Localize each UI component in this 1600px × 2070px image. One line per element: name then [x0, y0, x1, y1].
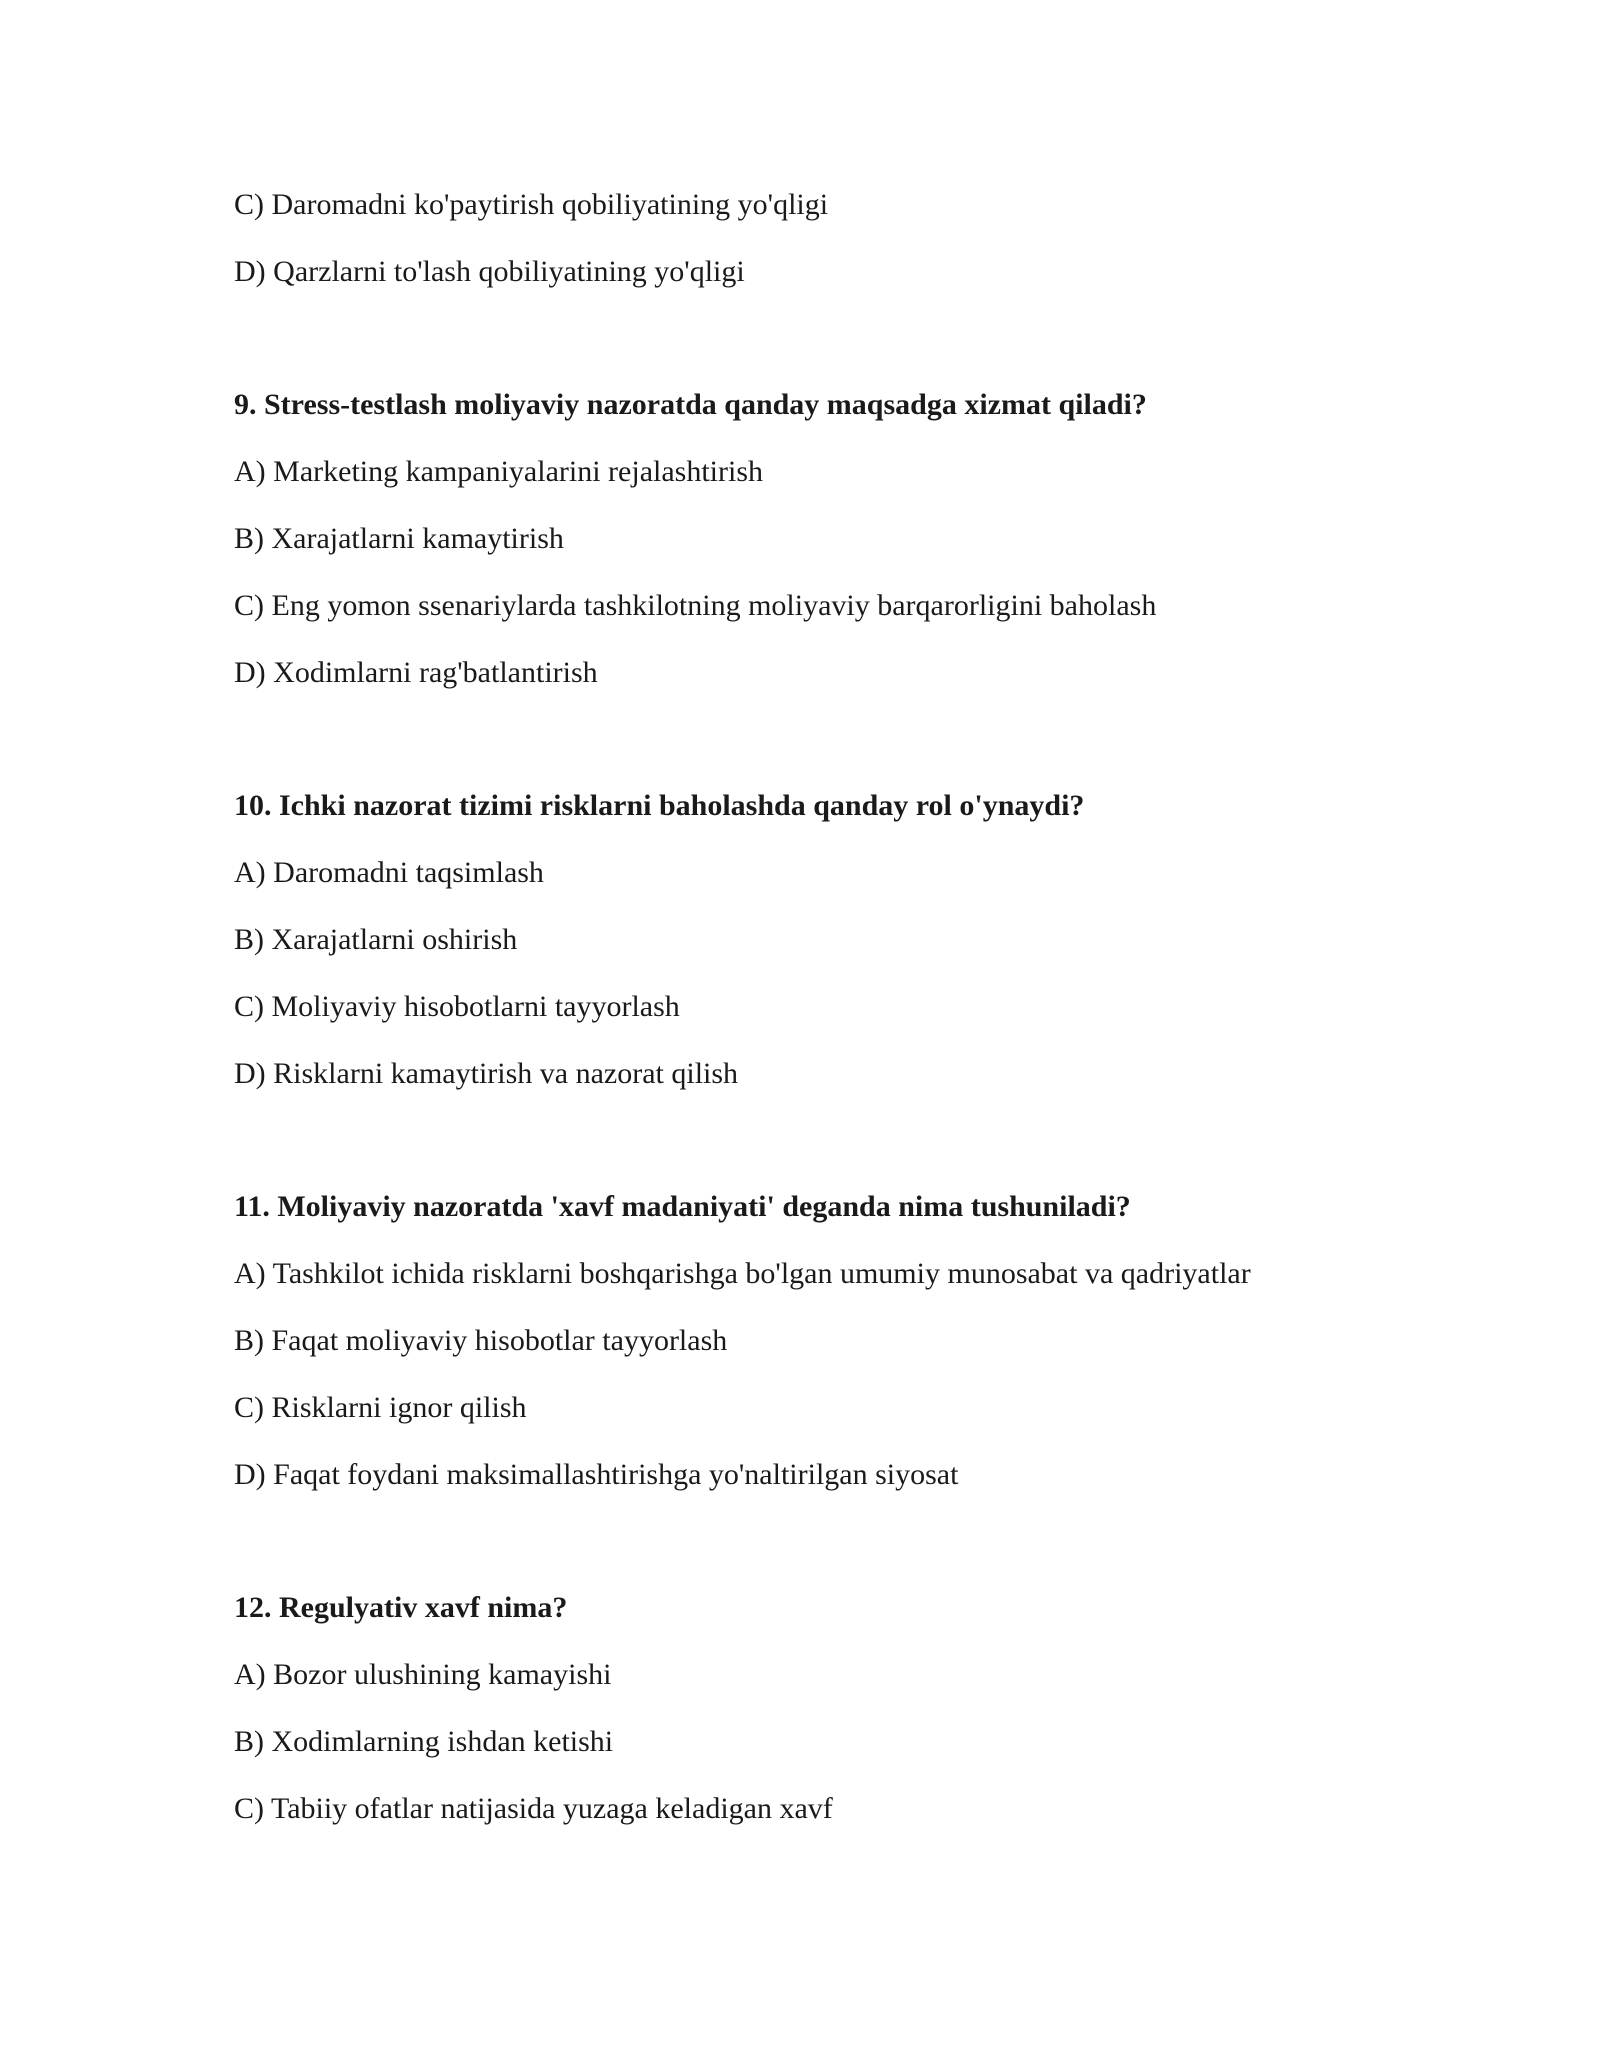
q10-question: 10. Ichki nazorat tizimi risklarni baholashda qanday rol o'ynaydi?	[234, 789, 1085, 822]
q8-option-c: C) Daromadni ko'paytirish qobiliyatining yo'qligi	[234, 188, 829, 221]
q10-option-d: D) Risklarni kamaytirish va nazorat qilish	[234, 1057, 739, 1090]
q12-question: 12. Regulyativ xavf nima?	[234, 1591, 568, 1624]
q9-option-c: C) Eng yomon ssenariylarda tashkilotning moliyaviy barqarorligini baholash	[234, 589, 1157, 622]
q9-option-a: A) Marketing kampaniyalarini rejalashtirish	[234, 455, 763, 488]
q9-option-d: D) Xodimlarni rag'batlantirish	[234, 656, 598, 689]
q12-option-c: C) Tabiiy ofatlar natijasida yuzaga keladigan xavf	[234, 1792, 833, 1825]
q10-option-c: C) Moliyaviy hisobotlarni tayyorlash	[234, 990, 680, 1023]
q8-option-d: D) Qarzlarni to'lash qobiliyatining yo'qligi	[234, 255, 745, 288]
q9-option-b: B) Xarajatlarni kamaytirish	[234, 522, 564, 555]
q11-question: 11. Moliyaviy nazoratda 'xavf madaniyati' deganda nima tushuniladi?	[234, 1190, 1131, 1223]
q10-option-a: A) Daromadni taqsimlash	[234, 856, 544, 889]
q11-option-c: C) Risklarni ignor qilish	[234, 1391, 527, 1424]
q12-option-a: A) Bozor ulushining kamayishi	[234, 1658, 612, 1691]
q10-option-b: B) Xarajatlarni oshirish	[234, 923, 518, 956]
q12-option-b: B) Xodimlarning ishdan ketishi	[234, 1725, 614, 1758]
q11-option-d: D) Faqat foydani maksimallashtirishga yo'naltirilgan siyosat	[234, 1458, 959, 1491]
q11-option-b: B) Faqat moliyaviy hisobotlar tayyorlash	[234, 1324, 728, 1357]
q9-question: 9. Stress-testlash moliyaviy nazoratda qanday maqsadga xizmat qiladi?	[234, 388, 1147, 421]
q11-option-a: A) Tashkilot ichida risklarni boshqarishga bo'lgan umumiy munosabat va qadriyatlar	[234, 1257, 1251, 1290]
